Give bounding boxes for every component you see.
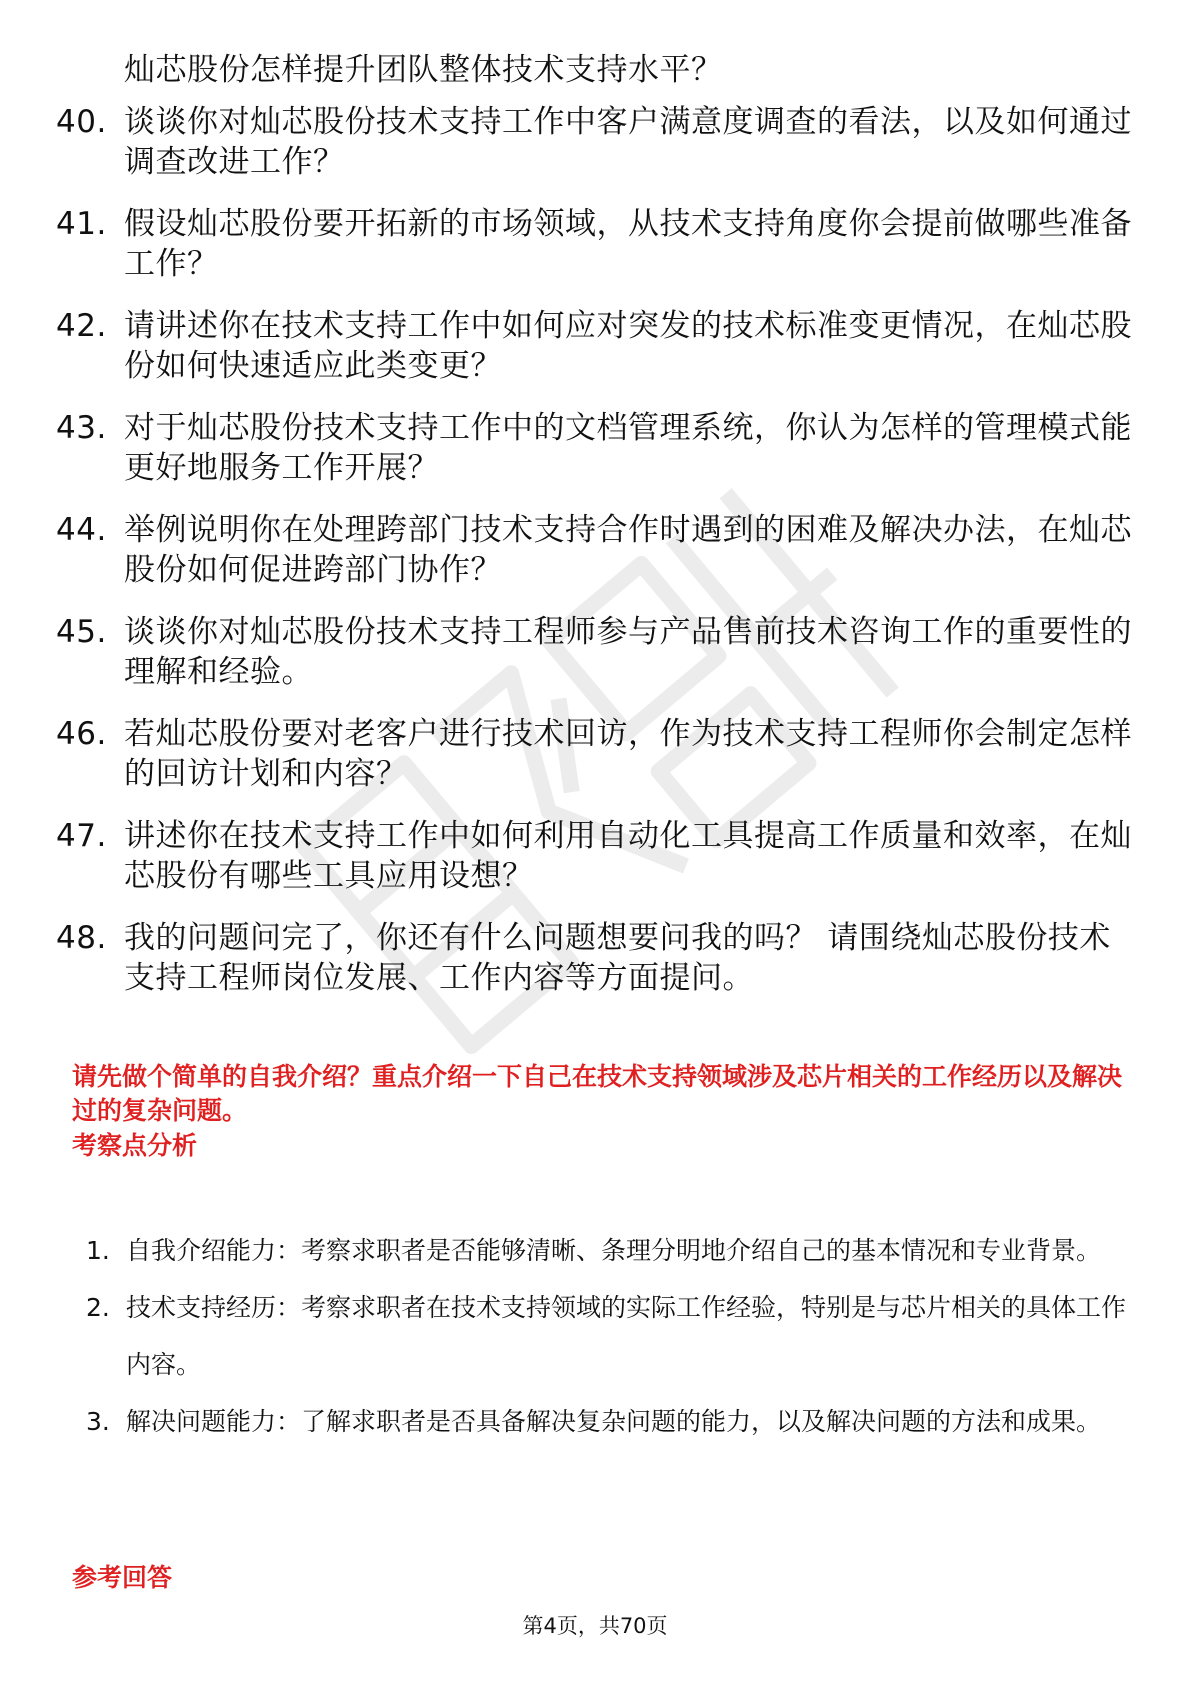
analysis-item	[86, 1222, 1136, 1279]
question-item	[56, 204, 1136, 284]
question-number: 46.	[56, 716, 107, 752]
analysis-list	[86, 1222, 1136, 1450]
question-number: 44.	[56, 512, 107, 548]
highlight-question: 请先做个简单的自我介绍？重点介绍一下自己在技术支持领域涉及芯片相关的工作经历以及解决过的复杂问题。	[72, 1062, 1123, 1125]
question-item	[56, 918, 1136, 998]
question-text: 谈谈你对灿芯股份技术支持工程师参与产品售前技术咨询工作的重要性的理解和经验。	[124, 614, 1132, 690]
page-footer: 第4页，共70页	[522, 1614, 668, 1638]
question-number: 45.	[56, 614, 107, 650]
question-text: 对于灿芯股份技术支持工作中的文档管理系统，你认为怎样的管理模式能更好地服务工作开展？	[124, 410, 1132, 486]
question-text: 我的问题问完了，你还有什么问题想要问我的吗？ 请围绕灿芯股份技术支持工程师岗位发展、工作内容等方面提问。	[124, 920, 1111, 996]
question-text: 举例说明你在处理跨部门技术支持合作时遇到的困难及解决办法，在灿芯股份如何促进跨部门协作？	[124, 512, 1132, 588]
analysis-title: 考察点分析	[72, 1131, 198, 1160]
question-item	[56, 306, 1136, 386]
question-continuation: 灿芯股份怎样提升团队整体技术支持水平？	[124, 52, 723, 88]
question-text: 请讲述你在技术支持工作中如何应对突发的技术标准变更情况，在灿芯股份如何快速适应此类变更？	[124, 308, 1132, 384]
question-item	[56, 816, 1136, 896]
question-item	[56, 612, 1136, 692]
question-text: 讲述你在技术支持工作中如何利用自动化工具提高工作质量和效率，在灿芯股份有哪些工具应用设想？	[124, 818, 1132, 894]
analysis-item	[86, 1279, 1136, 1393]
analysis-text: 自我介绍能力：考察求职者是否能够清晰、条理分明地介绍自己的基本情况和专业背景。	[126, 1236, 1102, 1265]
analysis-item	[86, 1393, 1136, 1450]
analysis-number: 3.	[86, 1407, 110, 1436]
question-number: 47.	[56, 818, 107, 854]
question-text: 假设灿芯股份要开拓新的市场领域，从技术支持角度你会提前做哪些准备工作？	[124, 206, 1132, 282]
analysis-text: 解决问题能力：了解求职者是否具备解决复杂问题的能力，以及解决问题的方法和成果。	[126, 1407, 1102, 1436]
question-number: 48.	[56, 920, 107, 956]
question-number: 41.	[56, 206, 107, 242]
question-number: 42.	[56, 308, 107, 344]
question-item	[56, 408, 1136, 488]
question-item	[56, 714, 1136, 794]
analysis-number: 2.	[86, 1293, 110, 1322]
question-list	[56, 50, 1136, 1020]
analysis-text: 技术支持经历：考察求职者在技术支持领域的实际工作经验，特别是与芯片相关的具体工作内容。	[126, 1293, 1127, 1379]
question-item	[56, 102, 1136, 182]
question-item	[56, 510, 1136, 590]
question-number: 40.	[56, 104, 107, 140]
analysis-number: 1.	[86, 1236, 110, 1265]
question-text: 若灿芯股份要对老客户进行技术回访，作为技术支持工程师你会制定怎样的回访计划和内容？	[124, 716, 1132, 792]
reference-answer-title: 参考回答	[72, 1563, 173, 1592]
question-number: 43.	[56, 410, 107, 446]
question-text: 谈谈你对灿芯股份技术支持工作中客户满意度调查的看法，以及如何通过调查改进工作？	[124, 104, 1132, 180]
